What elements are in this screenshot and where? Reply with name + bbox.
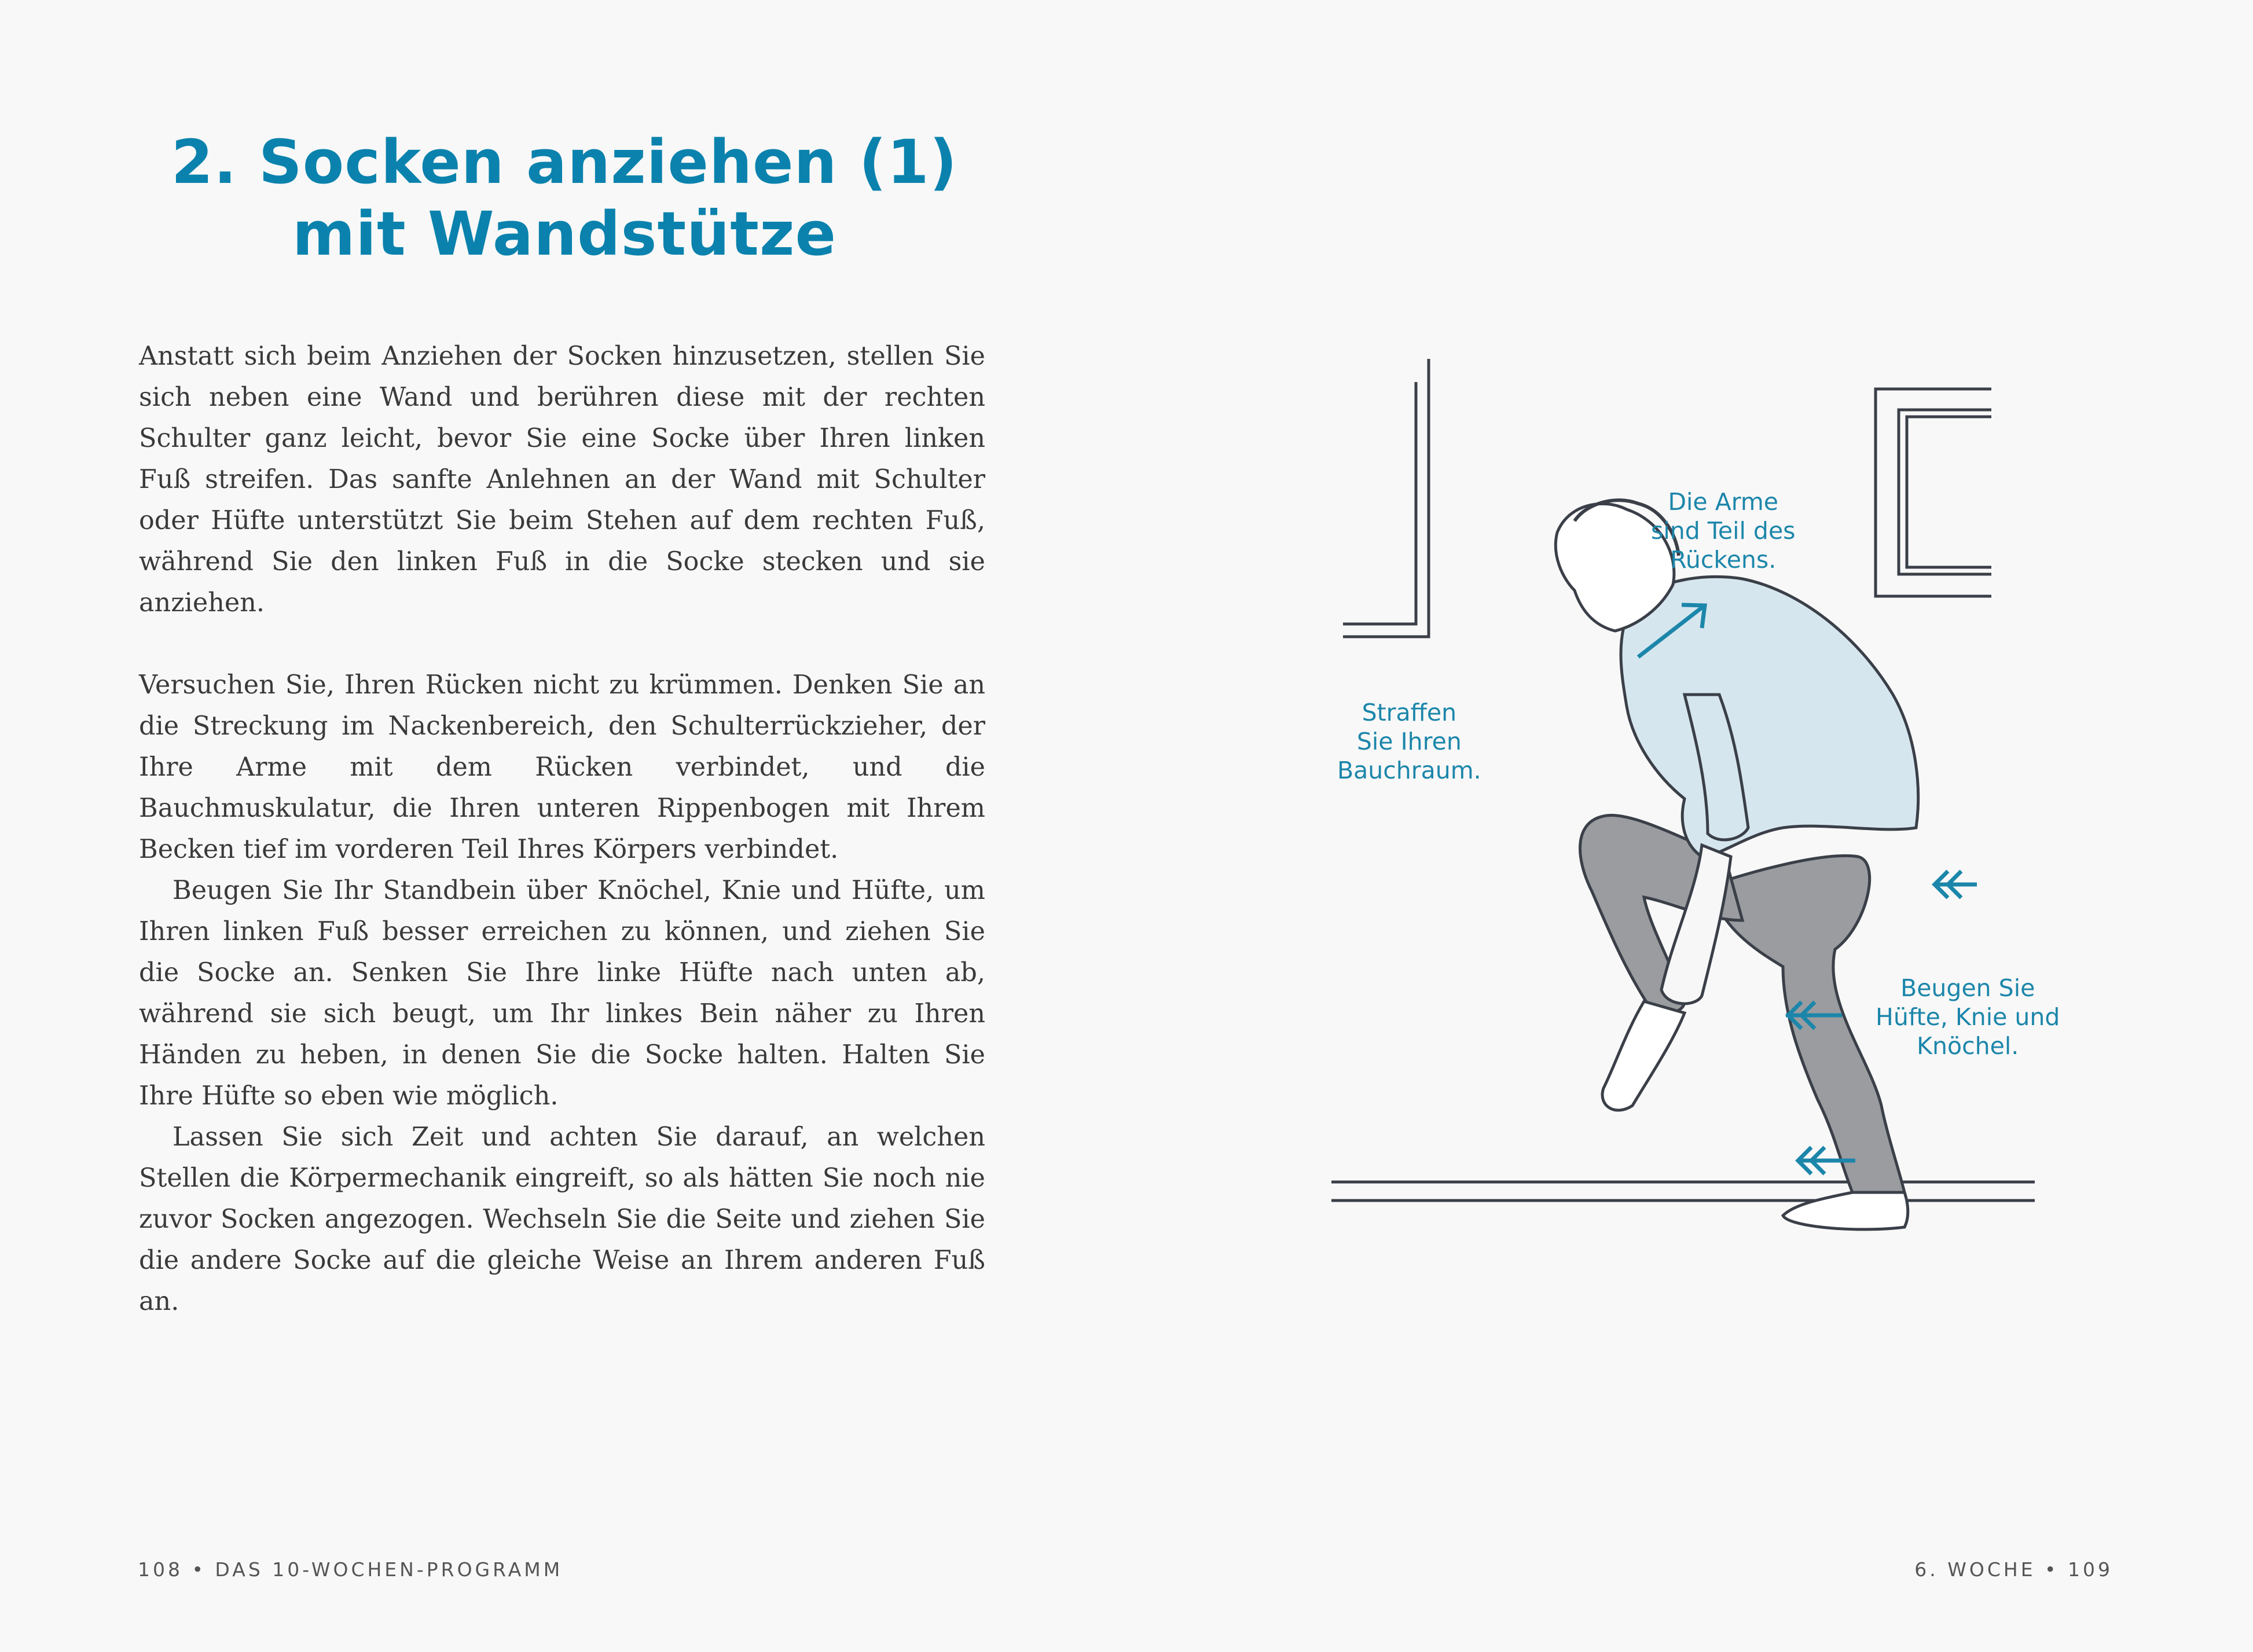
title-line-1: 2. Socken anziehen (1)	[171, 127, 958, 197]
page-title	[127, 126, 1001, 270]
caption-bend-line-3: Knöchel.	[1917, 1032, 2019, 1060]
caption-arms	[1651, 487, 1796, 574]
caption-bend	[1876, 974, 2060, 1060]
window-frame-right	[1876, 389, 1991, 596]
title-line-2: mit Wandstütze	[292, 199, 837, 269]
wall-frame-left	[1343, 359, 1429, 637]
caption-bend-line-1: Beugen Sie	[1900, 974, 2035, 1002]
sock-foot	[1602, 1001, 1685, 1110]
standing-foot	[1783, 1192, 1908, 1229]
caption-abs-line-3: Bauchraum.	[1337, 757, 1481, 784]
arrows-hip	[1935, 871, 1977, 898]
caption-arms-line-2: sind Teil des	[1651, 517, 1796, 545]
caption-abs	[1337, 698, 1481, 785]
floor-lines	[1331, 1182, 2035, 1201]
shirt-torso	[1621, 577, 1918, 857]
paragraph-time: Lassen Sie sich Zeit und achten Sie darauf, an welchen Stellen die Körpermechanik eingreift, so als hätten Sie noch nie zuvor Socken angezogen. Wechseln Sie die Seite und ziehen Sie die andere Socke auf die gleiche Weise an Ihrem anderen Fuß an.	[139, 1122, 985, 1316]
paragraph-intro: Anstatt sich beim Anziehen der Socken hinzusetzen, stellen Sie sich neben eine Wand und berühren diese mit der rechten Schulter ganz leicht, bevor Sie eine Socke über Ihren linken Fuß streifen. Das sanfte Anlehnen an der Wand mit Schulter oder Hüfte unterstützt Sie beim Stehen auf dem rechten Fuß, während Sie den linken Fuß in die Socke stecken und sie anziehen.	[139, 342, 985, 618]
caption-abs-line-1: Straffen	[1362, 699, 1457, 726]
caption-abs-line-2: Sie Ihren	[1356, 728, 1462, 755]
footer-right: 6. WOCHE • 109	[1914, 1558, 2113, 1581]
caption-arms-line-3: Rückens.	[1670, 546, 1777, 574]
paragraph-bend: Beugen Sie Ihr Standbein über Knöchel, Knie und Hüfte, um Ihren linken Fuß besser erreichen zu können, und ziehen Sie die Socke an. Senken Sie Ihre linke Hüfte nach unten ab, während sie sich beugt, um Ihr linkes Bein näher zu Ihren Händen zu heben, in denen Sie die Socke halten. Halten Sie Ihre Hüfte so eben wie möglich.	[139, 876, 985, 1111]
caption-bend-line-2: Hüfte, Knie und	[1876, 1003, 2060, 1031]
body-text	[139, 336, 985, 1322]
illustration-man-putting-on-sock	[1302, 336, 2055, 1331]
footer-left: 108 • DAS 10-WOCHEN-PROGRAMM	[138, 1558, 563, 1581]
paragraph-back: Versuchen Sie, Ihren Rücken nicht zu krümmen. Denken Sie an die Streckung im Nackenbereich, den Schulterrückzieher, der Ihre Arme mit dem Rücken verbindet, und die Bauchmuskulatur, die Ihren unteren Rippenbogen mit Ihrem Becken tief im vorderen Teil Ihres Körpers verbindet.	[139, 670, 985, 864]
caption-arms-line-1: Die Arme	[1668, 488, 1779, 516]
